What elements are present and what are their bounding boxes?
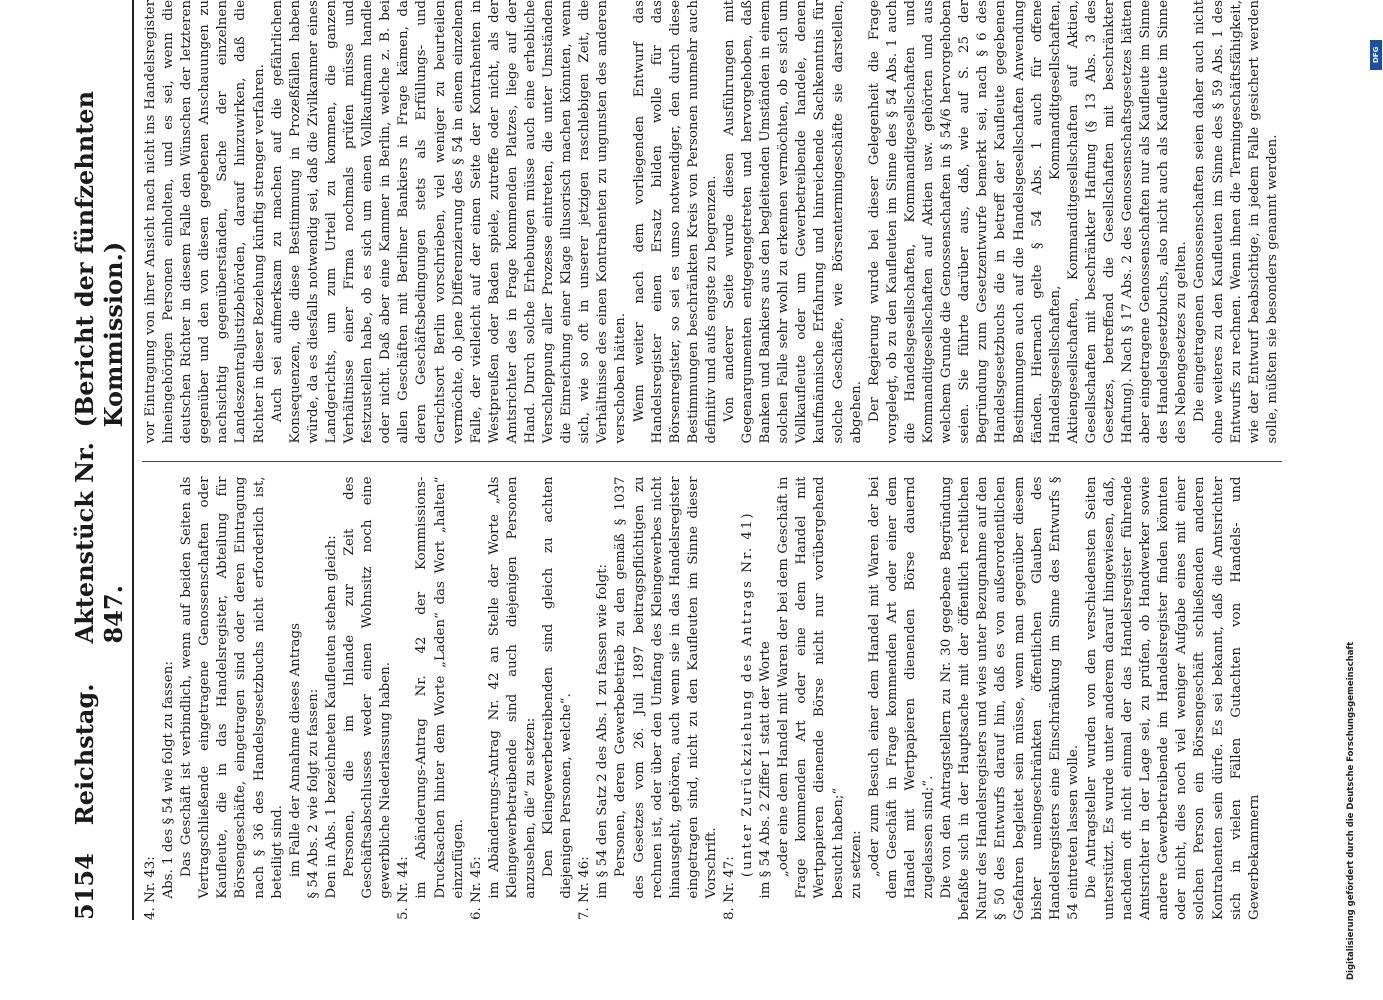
item-4-text-2: Den in Abs. 1 bezeichneten Kaufleuten stehen gleich: <box>323 535 339 899</box>
dfg-logo: DFG <box>1370 40 1382 70</box>
item-8-set: zu setzen: <box>848 830 864 899</box>
item-4-instruction-2: § 54 Abs. 2 wie folgt zu fassen: <box>305 688 321 899</box>
item-4-heading: 4. Nr. 43: <box>143 856 158 920</box>
page-number: 5154 <box>70 853 99 920</box>
justification-paragraph: Die von den Antragstellern zu Nr. 30 gegebene Begründung befaßte sich in der Hauptsache mit der öffentlich rechtlichen Natur des Handelsregisters und wies unter Bezugnahme auf den § 50 des Entwurfs darauf hin, daß es von außerordentlichen Gefahren begleitet sein müsse, wenn man gegenüber diesem bisher uneingeschränkten öffentlichen Glauben des Handelsregisters eine Einschränkung im Sinne des Entwurfs § 54 eintreten lassen wolle. <box>939 476 1081 920</box>
digitization-credit: Digitalisierung gefördert durch die Deutsche Forschungsgemeinschaft <box>1346 641 1356 980</box>
item-6-text: im Abänderungs-Antrag Nr. 42 an Stelle der Worte „Als Kleingewerbetreibende sind auch diejenigen Personen anzusehen, die“ zu setzen: <box>486 476 538 899</box>
running-title: Reichstag. <box>70 683 99 826</box>
item-4-text: Das Geschäft ist verbindlich, wenn auf beiden Seiten als Vertragschließende eingetragene Genossenschaften oder Kaufleute, die in das Handelsregister, Abteilung für Börsengeschäfte, eingetragen sind oder deren Eintragung nach § 36 des Handelsgesetzbuchs nicht erforderlich ist, beteiligt sind. <box>179 476 285 899</box>
item-5-text: im Abänderungs-Antrag Nr. 42 der Kommissions-Drucksachen hinter dem Worte „Laden“ das Wort „halten“ einzufügen. <box>414 476 466 899</box>
item-8-old-words: „oder eine dem Handel mit Waren der bei dem Geschäft in Frage kommenden Art oder eine dem Handel mit Wertpapieren dienende Börse nicht nur vorübergehend besucht haben;“ <box>776 476 846 899</box>
text-columns <box>142 0 1282 920</box>
item-7-text: Personen, deren Gewerbebetrieb zu den gemäß § 1037 des Gesetzes vom 26. Juli 1897 beitragspflichtigen zu rechnen ist, oder über den Umfang des Kleingewerbes nicht hinausgeht, gehören, auch wenn sie in das Handelsregister eingetragen sind, nicht zu den Kaufleuten im Sinne dieser Vorschrift. <box>613 476 719 899</box>
commission-report-title: (Bericht der fünfzehnten Kommission.) <box>70 90 128 428</box>
item-6-text-2: Den Kleingewerbetreibenden sind gleich zu achten diejenigen Personen, welche“. <box>541 476 575 899</box>
item-7-heading: 7. Nr. 46: <box>577 856 593 920</box>
document-number: Aktenstück Nr. 847. <box>70 442 128 644</box>
cooperatives-paragraph: Die eingetragenen Genossenschaften seien daher auch nicht ohne weiteres zu den Kaufleuten im Sinne des § 59 Abs. 1 des Entwurfs zu rechnen. Wenn ihnen die Termingeschäftsfähigkeit, wie der Entwurf beabsichtige, in jedem Falle gesichert werden solle, müßten sie besonders genannt werden. <box>1192 0 1280 444</box>
rotated-page <box>40 0 1320 960</box>
support-paragraph: Die Antragsteller wurden von den verschiedensten Seiten unterstützt. Es wurde unter anderem darauf hingewiesen, daß, nachdem oft nicht einmal der das Handelsregister führende Amtsrichter in der Lage sei, zu prüfen, ob Handwerker sowie andere Gewerbetreibende im Handelsregister finden könnten oder nicht, dies noch viel weniger Aufgabe eines mit einer solchen Person ein Börsengeschäft schließenden anderen Kontrahenten sein dürfe. Es sei bekannt, daß die Amtsrichter sich in vielen Fällen Gutachten von Handels- und Gewerbekammern <box>1083 476 1262 920</box>
item-8-instruction: im § 54 Abs. 2 Ziffer 1 statt der Worte <box>758 641 774 899</box>
register-paragraph: Wenn weiter nach dem vorliegenden Entwurf das Handelsregister einen Ersatz bilden wolle für das Börsenregister, so sei es umso notwendiger, den durch diese Bestimmungen beschränkten Kreis von Personen nunmehr auch definitiv und aufs engste zu begrenzen. <box>631 0 719 444</box>
item-5-heading: 5. Nr. 44: <box>396 856 412 920</box>
government-paragraph: Der Regierung wurde bei dieser Gelegenheit die Frage vorgelegt, ob zu den Kaufleuten im Sinne des § 54 Abs. 1 auch die Handelsgesellschaften, Kommanditgesellschaften und Kommanditgesellschaften auf Aktien usw. gehörten und aus welchem Grunde die Genossenschaften in § 54/6 hervorgehoben seien. Sie führte darüber aus, daß, wie auf S. 25 der Begründung zum Gesetzentwurfe bemerkt sei, nach § 6 des Handelsgesetzbuchs die in betreff der Kaufleute gegebenen Bestimmungen auch auf die Handelsgesellschaften Anwendung fänden. Hiernach gelte § 54 Abs. 1 auch für offene Handelsgesellschaften, Kommanditgesellschaften, Aktiengesellschaften, Kommanditgesellschaften auf Aktien, Gesellschaften mit beschränkter Haftung (§ 13 Abs. 3 des Gesetzes, betreffend die Gesellschaften mit beschränkter Haftung). Nach § 17 Abs. 2 des Genossenschaftsgesetzes hätten aber eingetragene Genossenschaften nur als Kaufleute im Sinne des Handelsgesetzbuchs, also nicht auch als Kaufleute im Sinne des Nebengesetzes zu gelten. <box>866 0 1190 444</box>
item-4-condition: im Falle der Annahme dieses Antrags <box>287 623 303 878</box>
item-4-text-3: Personen, die im Inlande zur Zeit des Geschäftsabschlusses weder einen Wohnsitz noch eine gewerbliche Niederlassung haben. <box>342 476 394 899</box>
item-4-instruction: Abs. 1 des § 54 wie folgt zu fassen: <box>161 661 177 899</box>
right-column <box>142 0 1282 444</box>
counterargument-paragraph: Von anderer Seite wurde diesen Ausführungen mit Gegenargumenten entgegengetreten und hervorgehoben, daß Banken und Bankiers aus den begleitenden Umständen in einem solchen Falle sehr wohl zu erkennen vermöchten, ob es sich um Vollkaufleute oder um Gewerbetreibende handele, denen kaufmännische Erfahrung und hinreichende Sachkenntnis für solche Geschäfte, wie Börsentermingeschäfte sie darstellen, abgehen. <box>722 0 864 444</box>
item-8-heading: 8. Nr. 47: <box>722 856 737 920</box>
item-7-instruction: im § 54 den Satz 2 des Abs. 1 zu fassen wie folgt: <box>595 563 611 899</box>
continuation-paragraph: vor Eintragung von ihrer Ansicht nach nicht ins Handelsregister hineingehörigen Personen einholten, und es sei, wenn die deutschen Richter in diesem Falle den Wünschen der letzteren gegenüber und den von diesen gegebenen Anschauungen zu nachsichtig gegenüberständen, Sache der einzelnen Landeszentraljustizbehörden, darauf hinzuwirken, daß die Richter in dieser Beziehung künftig strenger verfahren. <box>143 0 267 444</box>
left-column <box>142 462 1282 921</box>
item-8-new-words: „oder zum Besuch einer dem Handel mit Waren der bei dem Geschäft in Frage kommenden Art oder einer dem Handel mit Wertpapieren dienenden Börse dauernd zugelassen sind;“. <box>866 476 937 899</box>
item-6-heading: 6. Nr. 45: <box>468 856 484 920</box>
item-8-note: (unter Zurückziehung des Antrags Nr. 41) <box>740 511 756 878</box>
page-header <box>70 0 134 920</box>
consequences-paragraph: Auch sei aufmerksam zu machen auf die gefährlichen Konsequenzen, die diese Bestimmung in Prozeßfällen haben würde, da es diesfalls notwendig sei, daß die Zivilkammer eines Landgerichts, um zum Urteil zu kommen, die ganzen Verhältnisse einer Firma nochmals prüfen müsse und festzustellen habe, ob es sich um einen Vollkaufmann handle oder nicht. Daß aber eine Kammer in Berlin, welche z. B. bei allen Geschäften mit Berliner Bankiers in Frage kämen, da deren Geschäftsbedingungen stets als Erfüllungs- und Gerichtsort Berlin vorschrieben, viel weniger zu beurteilen vermöchte, ob jene Differenzierung des § 54 in einem einzelnen Falle, der vielleicht auf der einen Seite der Kontrahenten in Westpreußen oder Baden spiele, zutreffe oder nicht, als der Amtsrichter des in Frage kommenden Platzes, liege auf der Hand. Durch solche Erhebungen müsse auch eine erhebliche Verschleppung aller Prozesse eintreten, die unter Umständen die Einreichung einer Klage illusorisch machen könnten, wenn sich, wie so oft in unserer jetzigen raschlebigen Zeit, die Verhältnisse des einen Kontrahenten zu ungunsten des anderen verschoben hätten. <box>269 0 629 444</box>
